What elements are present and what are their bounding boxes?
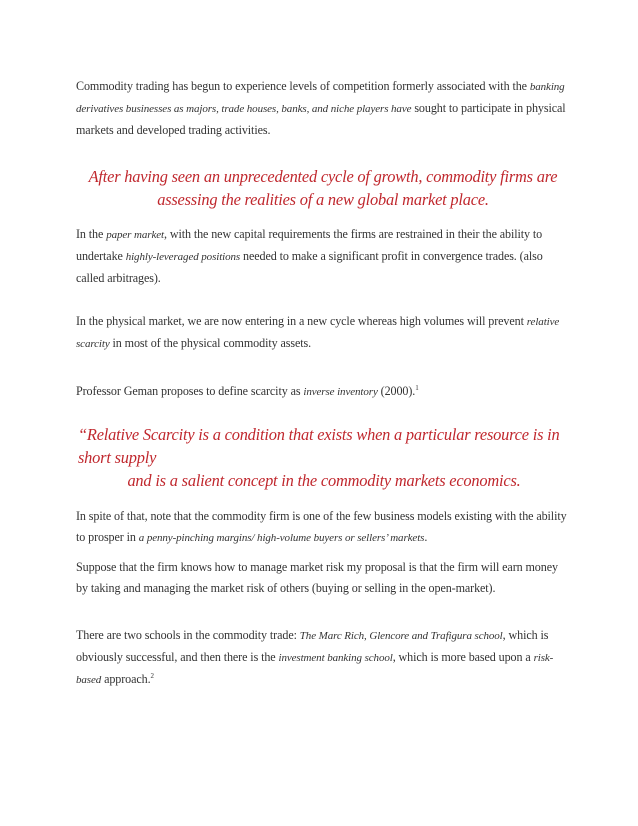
italic-text: a penny-pinching margins/ high-volume buyers or sellers’ markets — [138, 532, 425, 544]
italic-text: inverse inventory — [303, 386, 378, 398]
italic-text: The Marc Rich, Glencore and Trafigura school — [299, 630, 503, 642]
paragraph-market-risk: Suppose that the firm knows how to manage market risk my proposal is that the firm will earn money by taking and managing the market risk of others (buying or selling in the open-market). — [76, 560, 558, 595]
italic-text: banking derivatives businesses as majors, trade houses, banks, and niche players have — [76, 81, 565, 115]
text: There are two schools in the commodity trade: — [76, 628, 300, 642]
text: In the physical market, we are now entering in a new cycle whereas high volumes will prevent — [76, 314, 527, 328]
quote-line: and is a salient concept in the commodity markets economics. — [127, 471, 521, 490]
text: In the — [76, 227, 107, 241]
text: sought to participate in physical markets and developed trading activities. — [76, 101, 566, 137]
text: , which is obviously successful, and then there is the — [76, 628, 549, 664]
text: , which is more based upon a — [392, 650, 534, 664]
paragraph-paper-market — [76, 224, 570, 289]
italic-text: risk-based — [76, 652, 554, 686]
italic-text: relative scarcity — [76, 316, 560, 350]
italic-text: highly-leveraged positions — [125, 251, 241, 263]
italic-text: paper market — [106, 229, 164, 241]
paragraph-two-schools — [76, 625, 570, 691]
quote-line: “Relative Scarcity is a condition that exists when a particular resource is in short supply — [78, 425, 560, 467]
paragraph-competition — [76, 76, 570, 141]
italic-text: investment banking school — [278, 652, 393, 664]
text: , with the new capital requirements the firms are restrained in their the ability to undertake — [76, 227, 543, 263]
text: approach. — [101, 672, 151, 686]
text: . — [424, 530, 428, 544]
text: in most of the physical commodity assets. — [109, 336, 311, 350]
pull-quote-scarcity — [76, 423, 570, 492]
text: In spite of that, note that the commodity firm is one of the few business models existing with the ability to prosper in — [76, 509, 567, 544]
text: needed to make a significant profit in convergence trades. (also called arbitrages). — [76, 249, 543, 285]
footnote-ref: 2 — [150, 671, 154, 680]
paragraph-commodity-firm — [76, 506, 570, 549]
paragraph-geman — [76, 381, 570, 403]
text: Professor Geman proposes to define scarcity as — [76, 384, 304, 398]
footnote-ref: 1 — [415, 383, 419, 392]
text: Commodity trading has begun to experience levels of competition formerly associated with the — [76, 79, 530, 93]
pull-quote-growth: After having seen an unprecedented cycle of growth, commodity firms are assessing the realities of a new global market place. — [88, 167, 558, 209]
text: (2000). — [377, 384, 416, 398]
paragraph-physical-market — [76, 311, 570, 355]
